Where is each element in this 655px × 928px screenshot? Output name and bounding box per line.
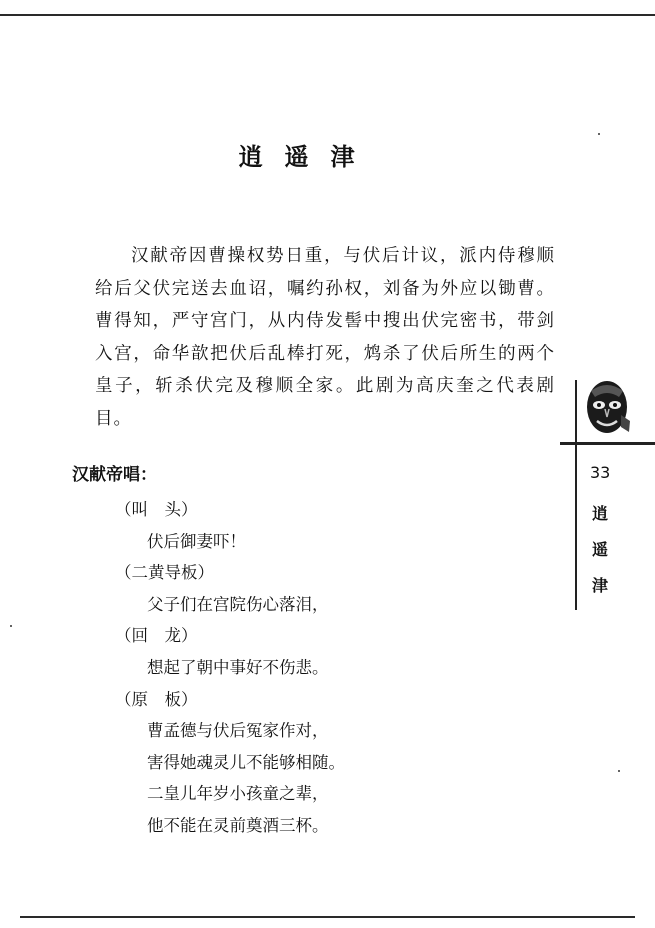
sidebar-horizontal-rule bbox=[560, 442, 655, 445]
lyrics-block bbox=[115, 494, 345, 842]
synopsis-paragraph: 汉献帝因曹操权势日重，与伏后计议，派内侍穆顺给后父伏完送去血诏，嘱约孙权，刘备为外应以锄曹。曹得知，严守宫门，从内侍发髻中搜出伏完密书，带剑入宫，命华歆把伏后乱棒打死，鸩杀了伏后所生的两个皇子，斩杀伏完及穆顺全家。此剧为高庆奎之代表剧目。 bbox=[95, 246, 555, 429]
lyric-line: 父子们在宫院伤心落泪， bbox=[147, 594, 329, 614]
lyric-line: 曹孟德与伏后冤家作对， bbox=[147, 721, 329, 741]
role-heading: 汉献帝唱： bbox=[72, 465, 157, 485]
lyric-line: 二皇儿年岁小孩童之辈， bbox=[147, 784, 329, 804]
page-title: 逍遥津 bbox=[238, 142, 377, 171]
sidebar-title-char: 津 bbox=[591, 576, 608, 595]
scan-speck bbox=[618, 770, 620, 772]
bottom-rule bbox=[20, 916, 635, 918]
sidebar-title bbox=[589, 496, 611, 604]
opera-mask-icon bbox=[583, 377, 631, 437]
top-rule bbox=[0, 14, 655, 16]
sidebar-title-char: 遥 bbox=[591, 540, 608, 559]
sidebar-vertical-rule bbox=[575, 380, 577, 610]
lyric-line: 伏后御妻吓！ bbox=[147, 531, 246, 551]
scan-speck bbox=[598, 133, 600, 135]
melody-cue: （叫 头） bbox=[115, 500, 198, 519]
scan-speck bbox=[10, 625, 12, 627]
lyric-line: 害得她魂灵儿不能够相随。 bbox=[147, 752, 345, 772]
melody-cue: （原 板） bbox=[115, 689, 198, 709]
lyric-line: 他不能在灵前奠酒三杯。 bbox=[147, 815, 329, 835]
lyric-line: 想起了朝中事好不伤悲。 bbox=[147, 657, 329, 677]
melody-cue: （二黄导板） bbox=[115, 563, 214, 583]
sidebar-title-char: 逍 bbox=[591, 504, 608, 523]
melody-cue: （回 龙） bbox=[115, 626, 198, 646]
page-number: 33 bbox=[590, 463, 611, 482]
